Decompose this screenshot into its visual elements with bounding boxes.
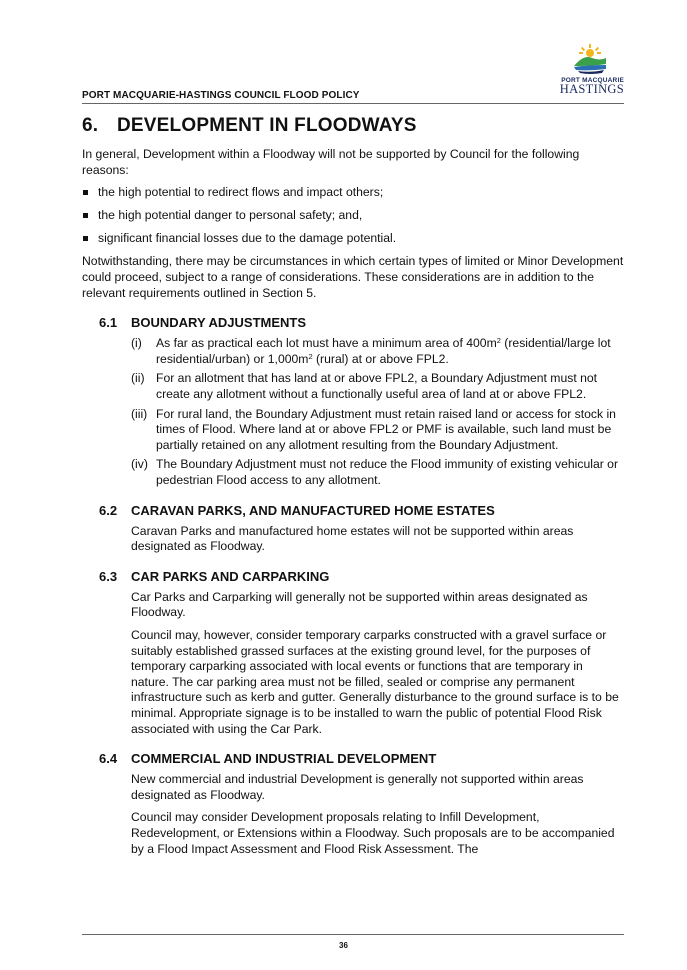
square-bullet-icon xyxy=(83,190,88,195)
subsection-heading-6-4 xyxy=(99,751,624,767)
body-paragraph: Car Parks and Carparking will generally not be supported within areas designated as Floodway. xyxy=(131,589,588,620)
item-text-b: (residential/large lot residential/urban) or 1,000m xyxy=(156,336,611,366)
item-text-a: As far as practical each lot must have a minimum area of 400m xyxy=(156,336,497,351)
item-numeral: (iii) xyxy=(131,406,148,421)
logo-text-line2: HASTINGS xyxy=(559,82,624,96)
section-number: 6. xyxy=(82,115,99,136)
list-item-text: the high potential danger to personal safety; and, xyxy=(98,208,363,223)
list-item xyxy=(131,336,624,367)
square-bullet-icon xyxy=(83,213,88,218)
subsection-number: 6.4 xyxy=(99,751,118,767)
subsection-title: CAR PARKS AND CARPARKING xyxy=(131,568,330,584)
logo-text-line1: PORT MACQUARIE xyxy=(561,77,624,84)
subsection-number: 6.1 xyxy=(99,315,118,331)
list-item xyxy=(82,231,624,247)
list-item xyxy=(131,457,624,488)
reasons-list xyxy=(82,185,624,247)
item-text-c: (rural) at or above FPL2. xyxy=(312,351,449,366)
body-paragraph: Caravan Parks and manufactured home estates will not be supported within areas designated as Floodway. xyxy=(131,523,574,554)
body-paragraph: Council may, however, consider temporary carparks constructed with a gravel surface or suitably established grassed surfaces at the existing ground level, for the purposes of temporary carparking associated with local events or functions that are temporary in nature. The car parking area must not be filled, sealed or comprise any permanent infrastructure such as kerb and gutter. Generally disturbance to the ground surface is to be minimal. Appropriate signage is to be installed to warn the public of potential Flood Risk associated with using the Car Park. xyxy=(131,627,619,736)
item-text: The Boundary Adjustment must not reduce the Flood immunity of existing vehicular or pedestrian Flood access to any allotment. xyxy=(156,457,618,487)
notwithstanding-paragraph: Notwithstanding, there may be circumstances in which certain types of limited or Minor Development could proceed, subject to a range of considerations. These considerations are in addition to the relevant requirements outlined in Section 5. xyxy=(82,254,624,300)
superscript: 2 xyxy=(496,336,501,346)
intro-paragraph: In general, Development within a Floodway will not be supported by Council for the following reasons: xyxy=(82,147,580,177)
council-logo-icon xyxy=(570,44,610,76)
item-numeral: (i) xyxy=(131,336,142,351)
body-paragraph: Council may consider Development proposals relating to Infill Development, Redevelopment, or Extensions within a Floodway. Such proposals are to be accompanied by a Flood Impact Assessment and Flood Risk Assessment. The xyxy=(131,810,615,856)
list-item-text: significant financial losses due to the damage potential. xyxy=(98,231,397,246)
subsection-title: CARAVAN PARKS, AND MANUFACTURED HOME ESTATES xyxy=(131,502,495,518)
header-document-title: PORT MACQUARIE-HASTINGS COUNCIL FLOOD POLICY xyxy=(82,90,360,101)
item-numeral: (iv) xyxy=(131,457,148,472)
item-numeral: (ii) xyxy=(131,371,145,386)
list-item-text: the high potential to redirect flows and impact others; xyxy=(98,185,384,200)
page-number: 36 xyxy=(339,941,348,950)
page-body xyxy=(82,114,624,864)
section-heading xyxy=(82,114,624,138)
list-item xyxy=(82,208,624,224)
footer-divider xyxy=(82,934,624,935)
section-title: DEVELOPMENT IN FLOODWAYS xyxy=(117,115,417,136)
subsection-title: COMMERCIAL AND INDUSTRIAL DEVELOPMENT xyxy=(131,751,437,767)
list-item xyxy=(82,185,624,201)
subsection-heading-6-2 xyxy=(99,503,624,519)
item-text: For rural land, the Boundary Adjustment must retain raised land or access for stock in times of Flood. Where land at or above FPL2 or PMF is available, such land must be partially retained on any allotment resulting from the Boundary Adjustment. xyxy=(156,406,616,452)
list-item xyxy=(131,371,624,402)
subsection-heading-6-3 xyxy=(99,569,624,585)
subsection-heading-6-1 xyxy=(99,315,624,331)
body-paragraph: New commercial and industrial Development is generally not supported within areas designated as Floodway. xyxy=(131,772,584,802)
council-logo xyxy=(548,44,624,100)
subsection-title: BOUNDARY ADJUSTMENTS xyxy=(131,315,307,331)
boundary-adjustment-list xyxy=(131,336,624,488)
item-text: For an allotment that has land at or above FPL2, a Boundary Adjustment must not create any allotment without a functionally useful area of land at or above FPL2. xyxy=(156,371,598,402)
list-item xyxy=(131,407,624,454)
header-divider xyxy=(82,103,624,104)
superscript: 2 xyxy=(308,351,313,361)
square-bullet-icon xyxy=(83,236,88,241)
subsection-number: 6.2 xyxy=(99,502,118,518)
subsection-number: 6.3 xyxy=(99,568,118,584)
